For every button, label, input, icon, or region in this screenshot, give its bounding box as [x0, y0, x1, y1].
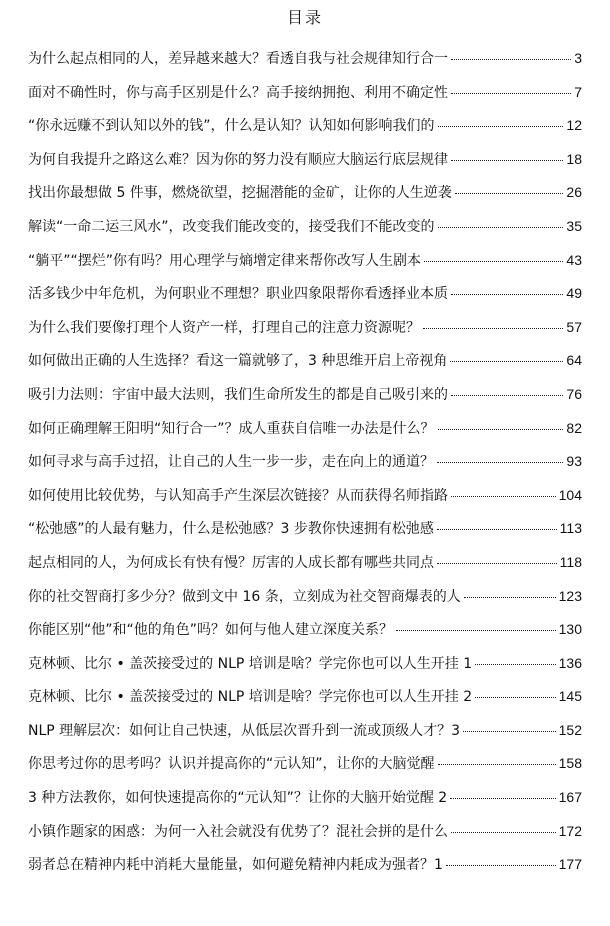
dot-leader: [475, 663, 556, 665]
dot-leader: [450, 360, 563, 362]
toc-entry-page-number: 123: [558, 587, 582, 604]
toc-entry[interactable]: [28, 613, 582, 647]
dot-leader: [437, 461, 563, 463]
toc-entry[interactable]: [28, 378, 582, 412]
toc-entry[interactable]: [28, 647, 582, 681]
toc-entry-page-number: 177: [558, 856, 582, 873]
toc-entry[interactable]: [28, 512, 582, 546]
dot-leader: [438, 763, 556, 765]
toc-entry[interactable]: [28, 479, 582, 513]
toc-entry-title: 为什么起点相同的人，差异越来越大？看透自我与社会规律知行合一: [28, 51, 448, 67]
toc-entry-title: 弱者总在精神内耗中消耗大量能量，如何避免精神内耗成为强者？1: [28, 857, 443, 874]
dot-leader: [475, 696, 556, 698]
toc-entry[interactable]: [28, 277, 582, 311]
toc-entry-title: 面对不确性时，你与高手区别是什么？高手接纳拥抱、利用不确定性: [28, 84, 448, 101]
dot-leader: [438, 428, 564, 430]
toc-list: [28, 42, 582, 882]
toc-entry-page-number: 18: [566, 150, 582, 167]
dot-leader: [463, 730, 556, 732]
toc-entry-page-number: 167: [558, 789, 582, 806]
toc-entry-title: 为何自我提升之路这么难？因为你的努力没有顺应大脑运行底层规律: [28, 151, 448, 168]
toc-entry-title: “松弛感”的人最有魅力，什么是松弛感？3 步教你快速拥有松弛感: [28, 521, 434, 538]
dot-leader: [423, 327, 563, 329]
toc-entry-title: 你思考过你的思考吗？认识并提高你的“元认知”，让你的大脑觉醒: [28, 756, 435, 773]
toc-entry[interactable]: [28, 781, 582, 815]
toc-entry-page-number: 158: [558, 755, 582, 772]
toc-entry-page-number: 152: [558, 721, 582, 738]
dot-leader: [424, 260, 563, 262]
toc-entry-page-number: 172: [558, 822, 582, 839]
toc-entry-title: 3 种方法教你，如何快速提高你的“元认知”？让你的大脑开始觉醒 2: [28, 790, 448, 807]
dot-leader: [396, 629, 556, 631]
toc-entry-page-number: 64: [566, 352, 582, 369]
toc-entry[interactable]: [28, 445, 582, 479]
toc-entry-title: 克林顿、比尔 • 盖茨接受过的 NLP 培训是啥？学完你也可以人生开挂 1: [28, 655, 473, 672]
toc-entry[interactable]: [28, 412, 582, 446]
toc-entry-title: 如何寻求与高手过招，让自己的人生一步一步，走在向上的通道？: [28, 454, 434, 471]
toc-entry-title: 起点相同的人，为何成长有快有慢？厉害的人成长都有哪些共同点: [28, 554, 434, 571]
toc-entry[interactable]: [28, 747, 582, 781]
toc-entry-title: 解读“一命二运三风水”，改变我们能改变的，接受我们不能改变的: [28, 218, 435, 235]
toc-entry-title: 小镇作题家的困惑：为何一入社会就没有优势了？混社会拼的是什么: [28, 823, 448, 840]
toc-entry[interactable]: [28, 714, 582, 748]
dot-leader: [455, 192, 564, 194]
toc-entry-page-number: 12: [566, 117, 582, 134]
toc-entry[interactable]: [28, 344, 582, 378]
toc-entry-page-number: 93: [566, 453, 582, 470]
dot-leader: [451, 159, 563, 161]
toc-entry-page-number: 26: [566, 184, 582, 201]
toc-entry[interactable]: [28, 815, 582, 849]
dot-leader: [438, 125, 564, 127]
dot-leader: [451, 495, 556, 497]
dot-leader: [438, 226, 564, 228]
dot-leader: [451, 58, 571, 60]
toc-entry[interactable]: [28, 42, 582, 76]
dot-leader: [450, 797, 555, 799]
toc-entry-page-number: 113: [559, 520, 582, 537]
toc-entry[interactable]: [28, 680, 582, 714]
toc-entry[interactable]: [28, 143, 582, 177]
toc-entry-page-number: 3: [574, 50, 582, 66]
toc-entry[interactable]: [28, 848, 582, 882]
toc-entry-page-number: 49: [566, 285, 582, 302]
toc-entry[interactable]: [28, 76, 582, 110]
toc-entry[interactable]: [28, 210, 582, 244]
toc-entry-title: 如何做出正确的人生选择？看这一篇就够了，3 种思维开启上帝视角: [28, 353, 448, 370]
dot-leader: [464, 596, 556, 598]
toc-entry-title: 你能区别“他”和“他的角色”吗？如何与他人建立深度关系？: [28, 622, 394, 639]
dot-leader: [451, 293, 563, 295]
dot-leader: [451, 92, 571, 94]
toc-entry[interactable]: [28, 311, 582, 345]
toc-entry-page-number: 145: [558, 688, 582, 705]
toc-entry[interactable]: [28, 176, 582, 210]
toc-entry-page-number: 104: [558, 486, 582, 503]
dot-leader: [446, 864, 556, 866]
toc-entry-title: NLP 理解层次：如何让自己快速，从低层次晋升到一流或顶级人才？3: [28, 722, 461, 739]
toc-entry-page-number: 118: [559, 553, 582, 570]
dot-leader: [451, 831, 556, 833]
toc-entry[interactable]: [28, 244, 582, 278]
toc-entry-page-number: 43: [566, 251, 582, 268]
dot-leader: [451, 394, 563, 396]
toc-entry-page-number: 57: [566, 318, 582, 335]
toc-entry-page-number: 130: [558, 621, 582, 638]
toc-entry-title: “你永远赚不到认知以外的钱”，什么是认知？认知如何影响我们的: [28, 118, 435, 135]
toc-entry[interactable]: [28, 109, 582, 143]
toc-entry-title: 如何使用比较优势，与认知高手产生深层次链接？从而获得名师指路: [28, 487, 448, 504]
toc-entry-title: 活多钱少中年危机，为何职业不理想？职业四象限帮你看透择业本质: [28, 286, 448, 303]
toc-entry[interactable]: [28, 546, 582, 580]
toc-entry-title: 找出你最想做 5 件事，燃烧欲望，挖掘潜能的金矿，让你的人生逆袭: [28, 185, 452, 202]
toc-entry-title: 吸引力法则：宇宙中最大法则，我们生命所发生的都是自己吸引来的: [28, 386, 448, 403]
toc-entry-title: 如何正确理解王阳明“知行合一”？成人重获自信唯一办法是什么？: [28, 420, 435, 437]
toc-entry-page-number: 35: [566, 217, 582, 234]
dot-leader: [437, 562, 557, 564]
toc-entry-page-number: 7: [574, 83, 582, 100]
dot-leader: [437, 528, 557, 530]
toc-entry-page-number: 136: [558, 654, 582, 671]
toc-entry-page-number: 82: [566, 419, 582, 436]
toc-entry-title: 克林顿、比尔 • 盖茨接受过的 NLP 培训是啥？学完你也可以人生开挂 2: [28, 689, 473, 706]
toc-entry-title: 你的社交智商打多少分？做到文中 16 条，立刻成为社交智商爆表的人: [28, 588, 461, 605]
toc-entry-title: “躺平”“摆烂”你有吗？用心理学与熵增定律来帮你改写人生剧本: [28, 252, 422, 269]
toc-title: 目录: [286, 8, 323, 27]
toc-entry[interactable]: [28, 580, 582, 614]
toc-entry-title: 为什么我们要像打理个人资产一样，打理自己的注意力资源呢？: [28, 319, 420, 336]
toc-entry-page-number: 76: [566, 385, 582, 402]
